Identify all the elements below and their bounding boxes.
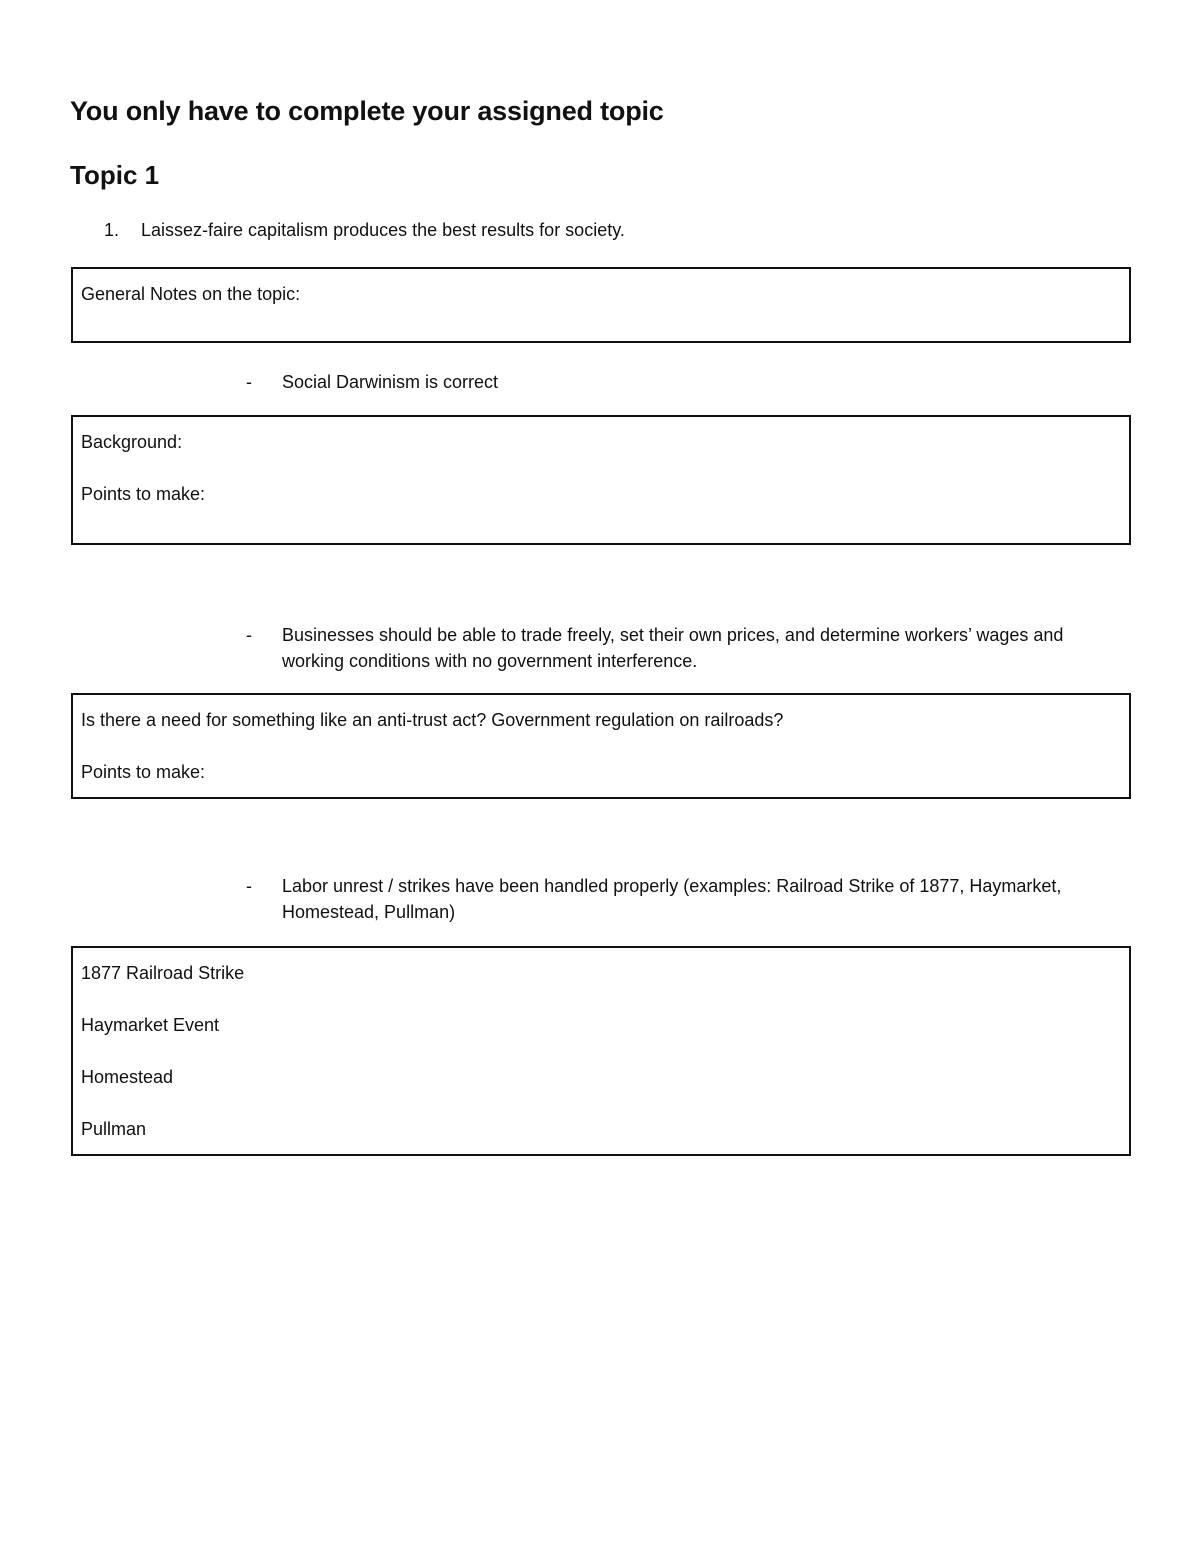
free-trade-notes-box[interactable] bbox=[71, 693, 1131, 799]
social-darwinism-notes-box[interactable] bbox=[71, 415, 1131, 545]
points-to-make-label: Points to make: bbox=[81, 762, 206, 782]
labor-unrest-notes-box[interactable] bbox=[71, 946, 1131, 1156]
points-to-make-label: Points to make: bbox=[81, 484, 206, 504]
bullet-text: Social Darwinism is correct bbox=[282, 372, 499, 392]
haymarket-label: Haymarket Event bbox=[81, 1015, 220, 1035]
bullet-dash: - bbox=[246, 625, 252, 645]
general-notes-box[interactable] bbox=[71, 267, 1131, 343]
statement-number: 1. bbox=[104, 220, 120, 240]
bullet-dash: - bbox=[246, 372, 252, 392]
homestead-label: Homestead bbox=[81, 1067, 174, 1087]
topic-heading: Topic 1 bbox=[70, 160, 160, 190]
page-title: You only have to complete your assigned topic bbox=[70, 96, 664, 126]
bullet-text: Businesses should be able to trade freely, set their own prices, and determine workers’ wages and working conditions with no government interference. bbox=[282, 625, 1064, 671]
bullet-dash: - bbox=[246, 876, 252, 896]
general-notes-label: General Notes on the topic: bbox=[81, 284, 301, 304]
statement-text: Laissez-faire capitalism produces the best results for society. bbox=[141, 220, 625, 240]
background-label: Background: bbox=[81, 432, 183, 452]
strike-1877-label: 1877 Railroad Strike bbox=[81, 963, 245, 983]
numbered-statement bbox=[104, 220, 625, 241]
bullet-text: Labor unrest / strikes have been handled properly (examples: Railroad Strike of 1877, Haymarket, Homestead, Pullman) bbox=[282, 876, 1062, 922]
pullman-label: Pullman bbox=[81, 1119, 147, 1139]
regulation-question: Is there a need for something like an anti-trust act? Government regulation on railroads? bbox=[81, 710, 784, 730]
